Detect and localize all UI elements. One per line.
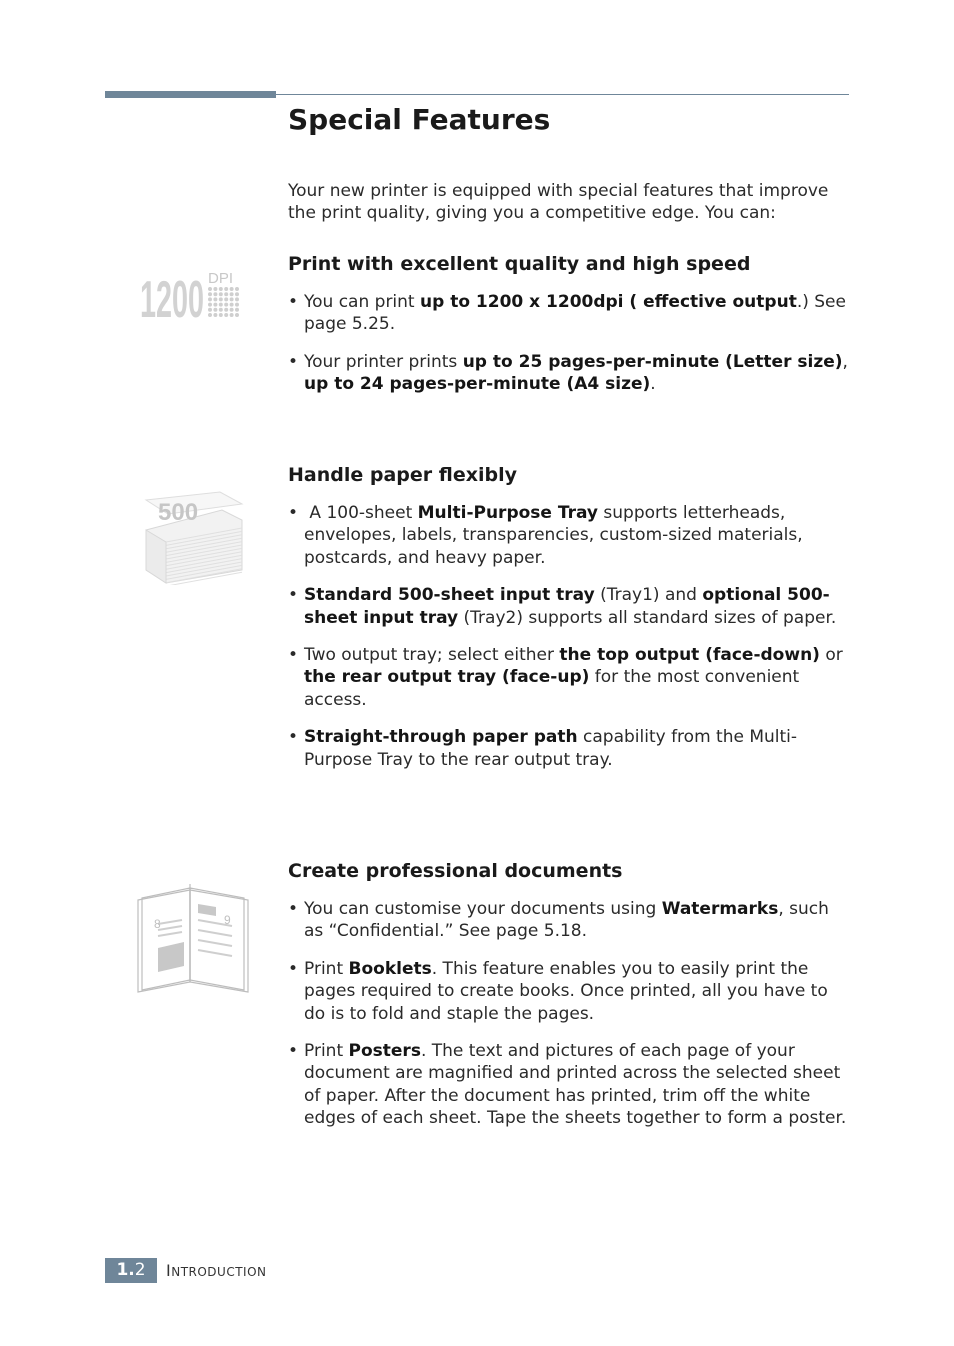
paper-count-text: 500: [158, 499, 199, 526]
footer-section-rest: NTRODUCTION: [171, 1265, 267, 1279]
booklet-icon: [136, 882, 252, 994]
header-rule-line: [276, 94, 849, 95]
list-item: • Print Booklets. This feature enables you to easily print the pages required to create books. Once printed, all you have to do is to fold and staple the pages.: [288, 958, 828, 1024]
list-item: • Print Posters. The text and pictures of each page of your document are magnified and printed across the selected sheet of paper. After the document has printed, trim off the white edges of each sheet. Tape the sheets together to form a poster.: [288, 1041, 847, 1129]
page-number-badge: [105, 1258, 157, 1283]
footer-section-initial: I: [166, 1261, 172, 1280]
section-quality-speed: [288, 252, 853, 411]
section-paper-handling: [288, 463, 853, 786]
section-heading: Handle paper flexibly: [288, 464, 517, 486]
list-item: • You can customise your documents using Watermarks, such as “Confidential.” See page 5.18.: [288, 899, 829, 942]
list-item: • A 100-sheet Multi-Purpose Tray supports letterheads, envelopes, labels, transparencies, custom-sized materials, postcards, and heavy paper.: [288, 503, 803, 568]
page-number-chapter: 1.: [116, 1260, 135, 1280]
booklet-left-page-number: 8: [154, 917, 161, 931]
header-rule-accent: [105, 91, 276, 98]
dpi-unit-text: DPI: [208, 270, 234, 287]
page-title: Special Features: [288, 103, 551, 136]
paper-stack-icon: [144, 490, 244, 585]
list-item: • Straight-through paper path capability from the Multi-Purpose Tray to the rear output tray.: [288, 727, 798, 770]
section-heading: Print with excellent quality and high speed: [288, 253, 751, 275]
section-heading: Create professional documents: [288, 860, 623, 882]
section-professional-documents: [288, 859, 853, 1145]
intro-paragraph: Your new printer is equipped with special features that improve the print quality, giving you a competitive edge. You can:: [288, 181, 829, 223]
list-item: • Your printer prints up to 25 pages-per-minute (Letter size), up to 24 pages-per-minute (A4 size).: [288, 351, 848, 395]
list-item: • Two output tray; select either the top output (face-down) or the rear output tray (face-up) for the most convenient access.: [288, 645, 843, 710]
list-item: • You can print up to 1200 x 1200dpi ( effective output.) See page 5.25.: [288, 292, 846, 335]
page-number-page: 2: [134, 1260, 146, 1280]
list-item: • Standard 500-sheet input tray (Tray1) and optional 500-sheet input tray (Tray2) supports all standard sizes of paper.: [288, 585, 837, 628]
booklet-right-page-number: 9: [224, 913, 231, 927]
dpi-1200-icon: [140, 262, 242, 322]
footer-section-label: [166, 1261, 267, 1280]
dpi-number-text: 1200: [140, 271, 204, 322]
